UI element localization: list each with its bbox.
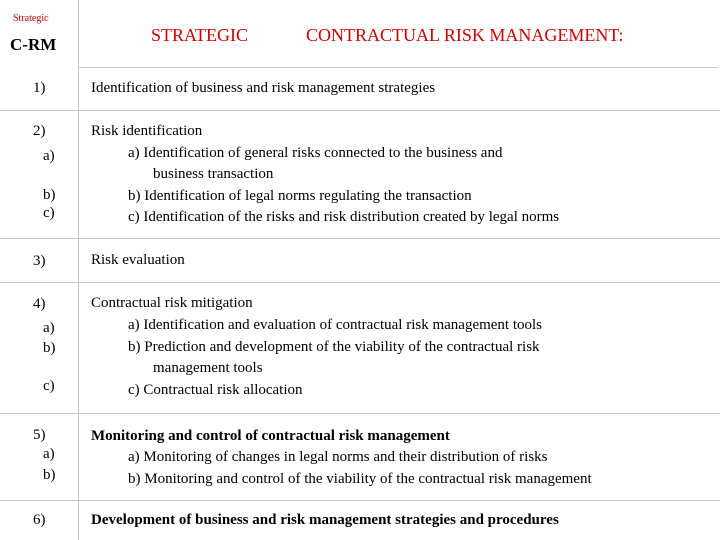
row-divider xyxy=(0,282,720,283)
sub-item-continuation: business transaction xyxy=(153,166,274,182)
sub-marker: a) xyxy=(43,446,55,462)
item-number: 5) xyxy=(33,427,46,443)
sub-item: b) Prediction and development of the viability of the contractual risk xyxy=(128,339,540,355)
sub-marker: b) xyxy=(43,187,56,203)
sub-marker: c) xyxy=(43,378,55,394)
row-divider xyxy=(0,110,720,111)
item-heading: Identification of business and risk management strategies xyxy=(91,80,436,96)
sub-item: c) Contractual risk allocation xyxy=(128,382,303,398)
row-divider xyxy=(0,413,720,414)
corner-small-label: Strategic xyxy=(13,13,49,24)
sub-item: a) Identification of general risks connected to the business and xyxy=(128,145,503,161)
corner-big-label: C-RM xyxy=(10,35,57,54)
sub-marker: b) xyxy=(43,340,56,356)
item-heading: Contractual risk mitigation xyxy=(91,295,253,311)
sub-marker: a) xyxy=(43,148,55,164)
sub-marker: b) xyxy=(43,467,56,483)
corner-label xyxy=(0,0,78,68)
title-part-1: STRATEGIC xyxy=(151,25,249,45)
page-title xyxy=(78,0,718,68)
row-divider xyxy=(0,238,720,239)
item-heading: Risk evaluation xyxy=(91,252,185,268)
sub-item: c) Identification of the risks and risk distribution created by legal norms xyxy=(128,209,560,225)
sub-item-continuation: management tools xyxy=(153,360,263,376)
row-divider xyxy=(0,500,720,501)
sub-item: a) Monitoring of changes in legal norms and their distribution of risks xyxy=(128,449,548,465)
title-part-2: CONTRACTUAL RISK MANAGEMENT: xyxy=(306,25,624,45)
item-number: 1) xyxy=(33,80,46,96)
item-number: 4) xyxy=(33,296,46,312)
item-number: 2) xyxy=(33,123,46,139)
sub-item: b) Monitoring and control of the viability of the contractual risk management xyxy=(128,471,592,487)
sub-marker: c) xyxy=(43,205,55,221)
sub-item: b) Identification of legal norms regulating the transaction xyxy=(128,188,472,204)
sub-marker: a) xyxy=(43,320,55,336)
sub-item: a) Identification and evaluation of contractual risk management tools xyxy=(128,317,543,333)
column-divider xyxy=(78,68,79,540)
item-number: 3) xyxy=(33,253,46,269)
item-heading: Development of business and risk management strategies and procedures xyxy=(91,512,559,528)
item-heading: Risk identification xyxy=(91,123,203,139)
item-heading: Monitoring and control of contractual risk management xyxy=(91,428,450,444)
item-number: 6) xyxy=(33,512,46,528)
